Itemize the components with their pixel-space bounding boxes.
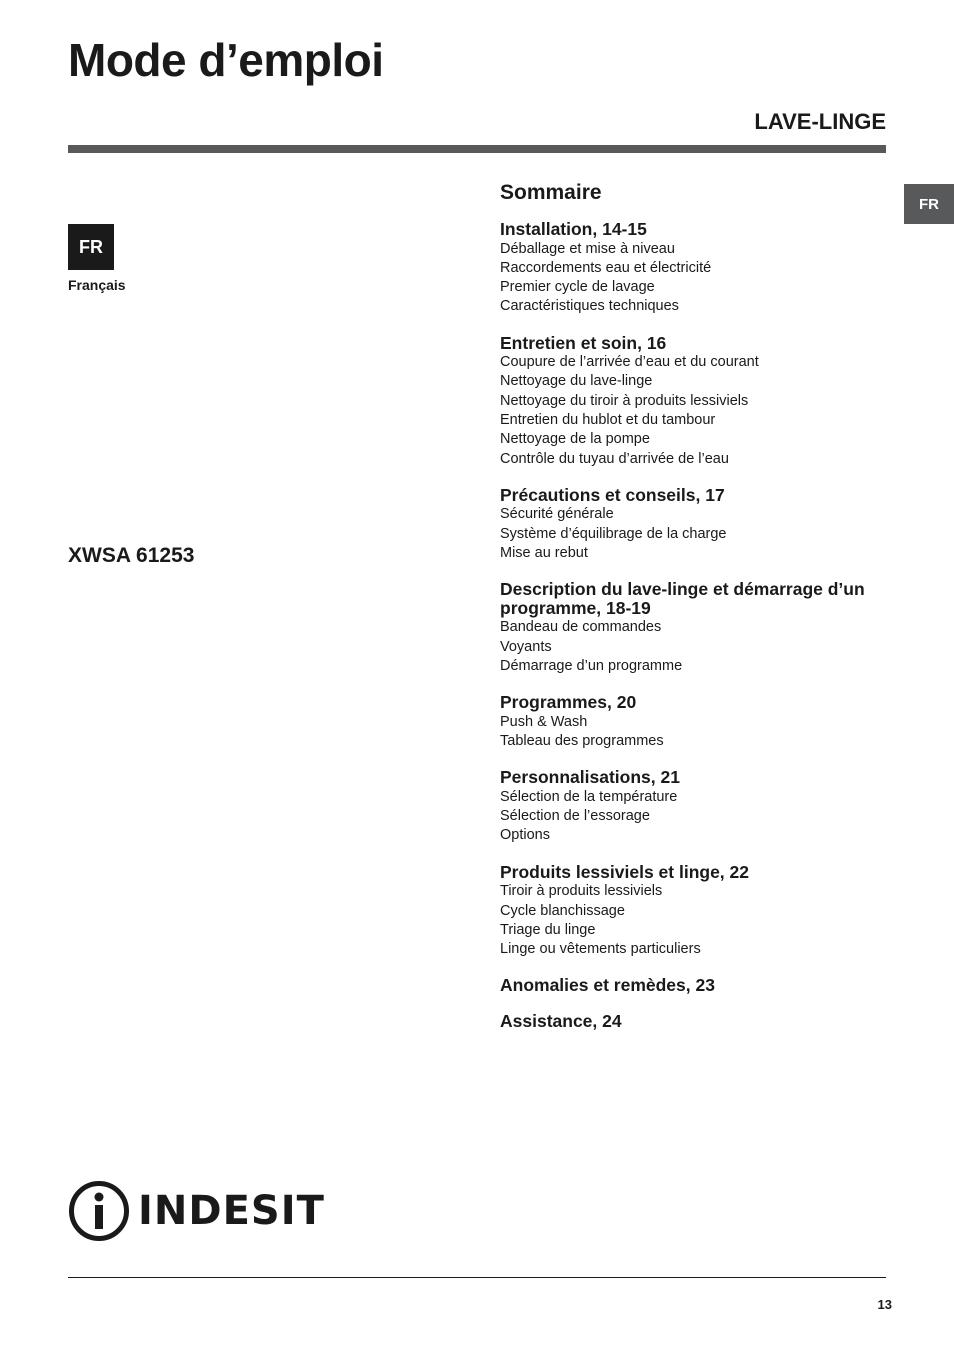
language-side-tab[interactable]: FR (904, 184, 954, 224)
toc-section (500, 693, 900, 751)
toc-section (500, 976, 900, 995)
toc-section (500, 863, 900, 960)
toc-section-title[interactable]: Précautions et conseils, 17 (500, 484, 725, 505)
toc-section-item: Nettoyage du tiroir à produits lessiviels (500, 392, 749, 409)
toc-section (500, 334, 900, 469)
toc-section-item: Démarrage d’un programme (500, 657, 683, 674)
toc-section (500, 220, 900, 317)
toc-section-item: Triage du linge (500, 921, 596, 938)
model-number: XWSA 61253 (68, 544, 195, 567)
toc-section-item: Caractéristiques techniques (500, 298, 679, 315)
toc-section-item: Tiroir à produits lessiviels (500, 883, 663, 900)
toc-section-item: Tableau des programmes (500, 733, 664, 750)
toc-section-title[interactable]: Assistance, 24 (500, 1010, 622, 1031)
toc-section-title[interactable]: Anomalies et remèdes, 23 (500, 975, 715, 996)
toc-section-item: Entretien du hublot et du tambour (500, 412, 716, 429)
toc-section (500, 1012, 900, 1031)
toc-section (500, 486, 900, 563)
toc-section-title[interactable]: Programmes, 20 (500, 692, 637, 713)
toc-section-item: Voyants (500, 638, 552, 655)
toc-section-item: Linge ou vêtements particuliers (500, 941, 701, 958)
toc-section-item: Push & Wash (500, 713, 588, 730)
toc-section-item: Mise au rebut (500, 545, 588, 562)
toc-section-item: Déballage et mise à niveau (500, 240, 675, 257)
toc-section-item: Premier cycle de lavage (500, 279, 655, 296)
header-divider (68, 145, 886, 153)
toc-heading: Sommaire (500, 181, 602, 204)
page-number: 13 (877, 1297, 892, 1312)
brand-name: INDESIT (138, 1188, 325, 1234)
indesit-logo-icon (68, 1180, 130, 1242)
toc-section-item: Système d’équilibrage de la charge (500, 525, 727, 542)
toc-section-item: Sécurité générale (500, 506, 614, 523)
page-title: Mode d’emploi (68, 34, 384, 86)
toc-section-item: Contrôle du tuyau d’arrivée de l’eau (500, 450, 729, 467)
toc-section-item: Nettoyage du lave-linge (500, 373, 653, 390)
toc-sections (500, 220, 900, 1030)
toc-section-item: Raccordements eau et électricité (500, 259, 712, 276)
toc-section (500, 768, 900, 845)
brand-logo (68, 1180, 325, 1242)
table-of-contents (500, 180, 900, 1047)
language-code-badge: FR (68, 224, 114, 270)
footer-divider (68, 1277, 886, 1278)
toc-section-title[interactable]: Description du lave-linge et démarrage d’un programme, 18-19 (500, 579, 865, 618)
toc-section-item: Options (500, 827, 550, 844)
toc-section-item: Sélection de la température (500, 788, 678, 805)
language-name: Français (68, 277, 126, 293)
toc-section-title[interactable]: Personnalisations, 21 (500, 767, 680, 788)
toc-section-item: Cycle blanchissage (500, 902, 625, 919)
product-type: LAVE-LINGE (754, 109, 886, 134)
toc-section-title[interactable]: Entretien et soin, 16 (500, 332, 667, 353)
toc-section (500, 580, 900, 676)
toc-section-item: Coupure de l’arrivée d’eau et du courant (500, 354, 759, 371)
toc-section-item: Nettoyage de la pompe (500, 431, 650, 448)
toc-section-item: Sélection de l’essorage (500, 808, 650, 825)
toc-section-title[interactable]: Installation, 14-15 (500, 219, 647, 239)
toc-section-title[interactable]: Produits lessiviels et linge, 22 (500, 861, 749, 882)
toc-section-item: Bandeau de commandes (500, 619, 662, 636)
